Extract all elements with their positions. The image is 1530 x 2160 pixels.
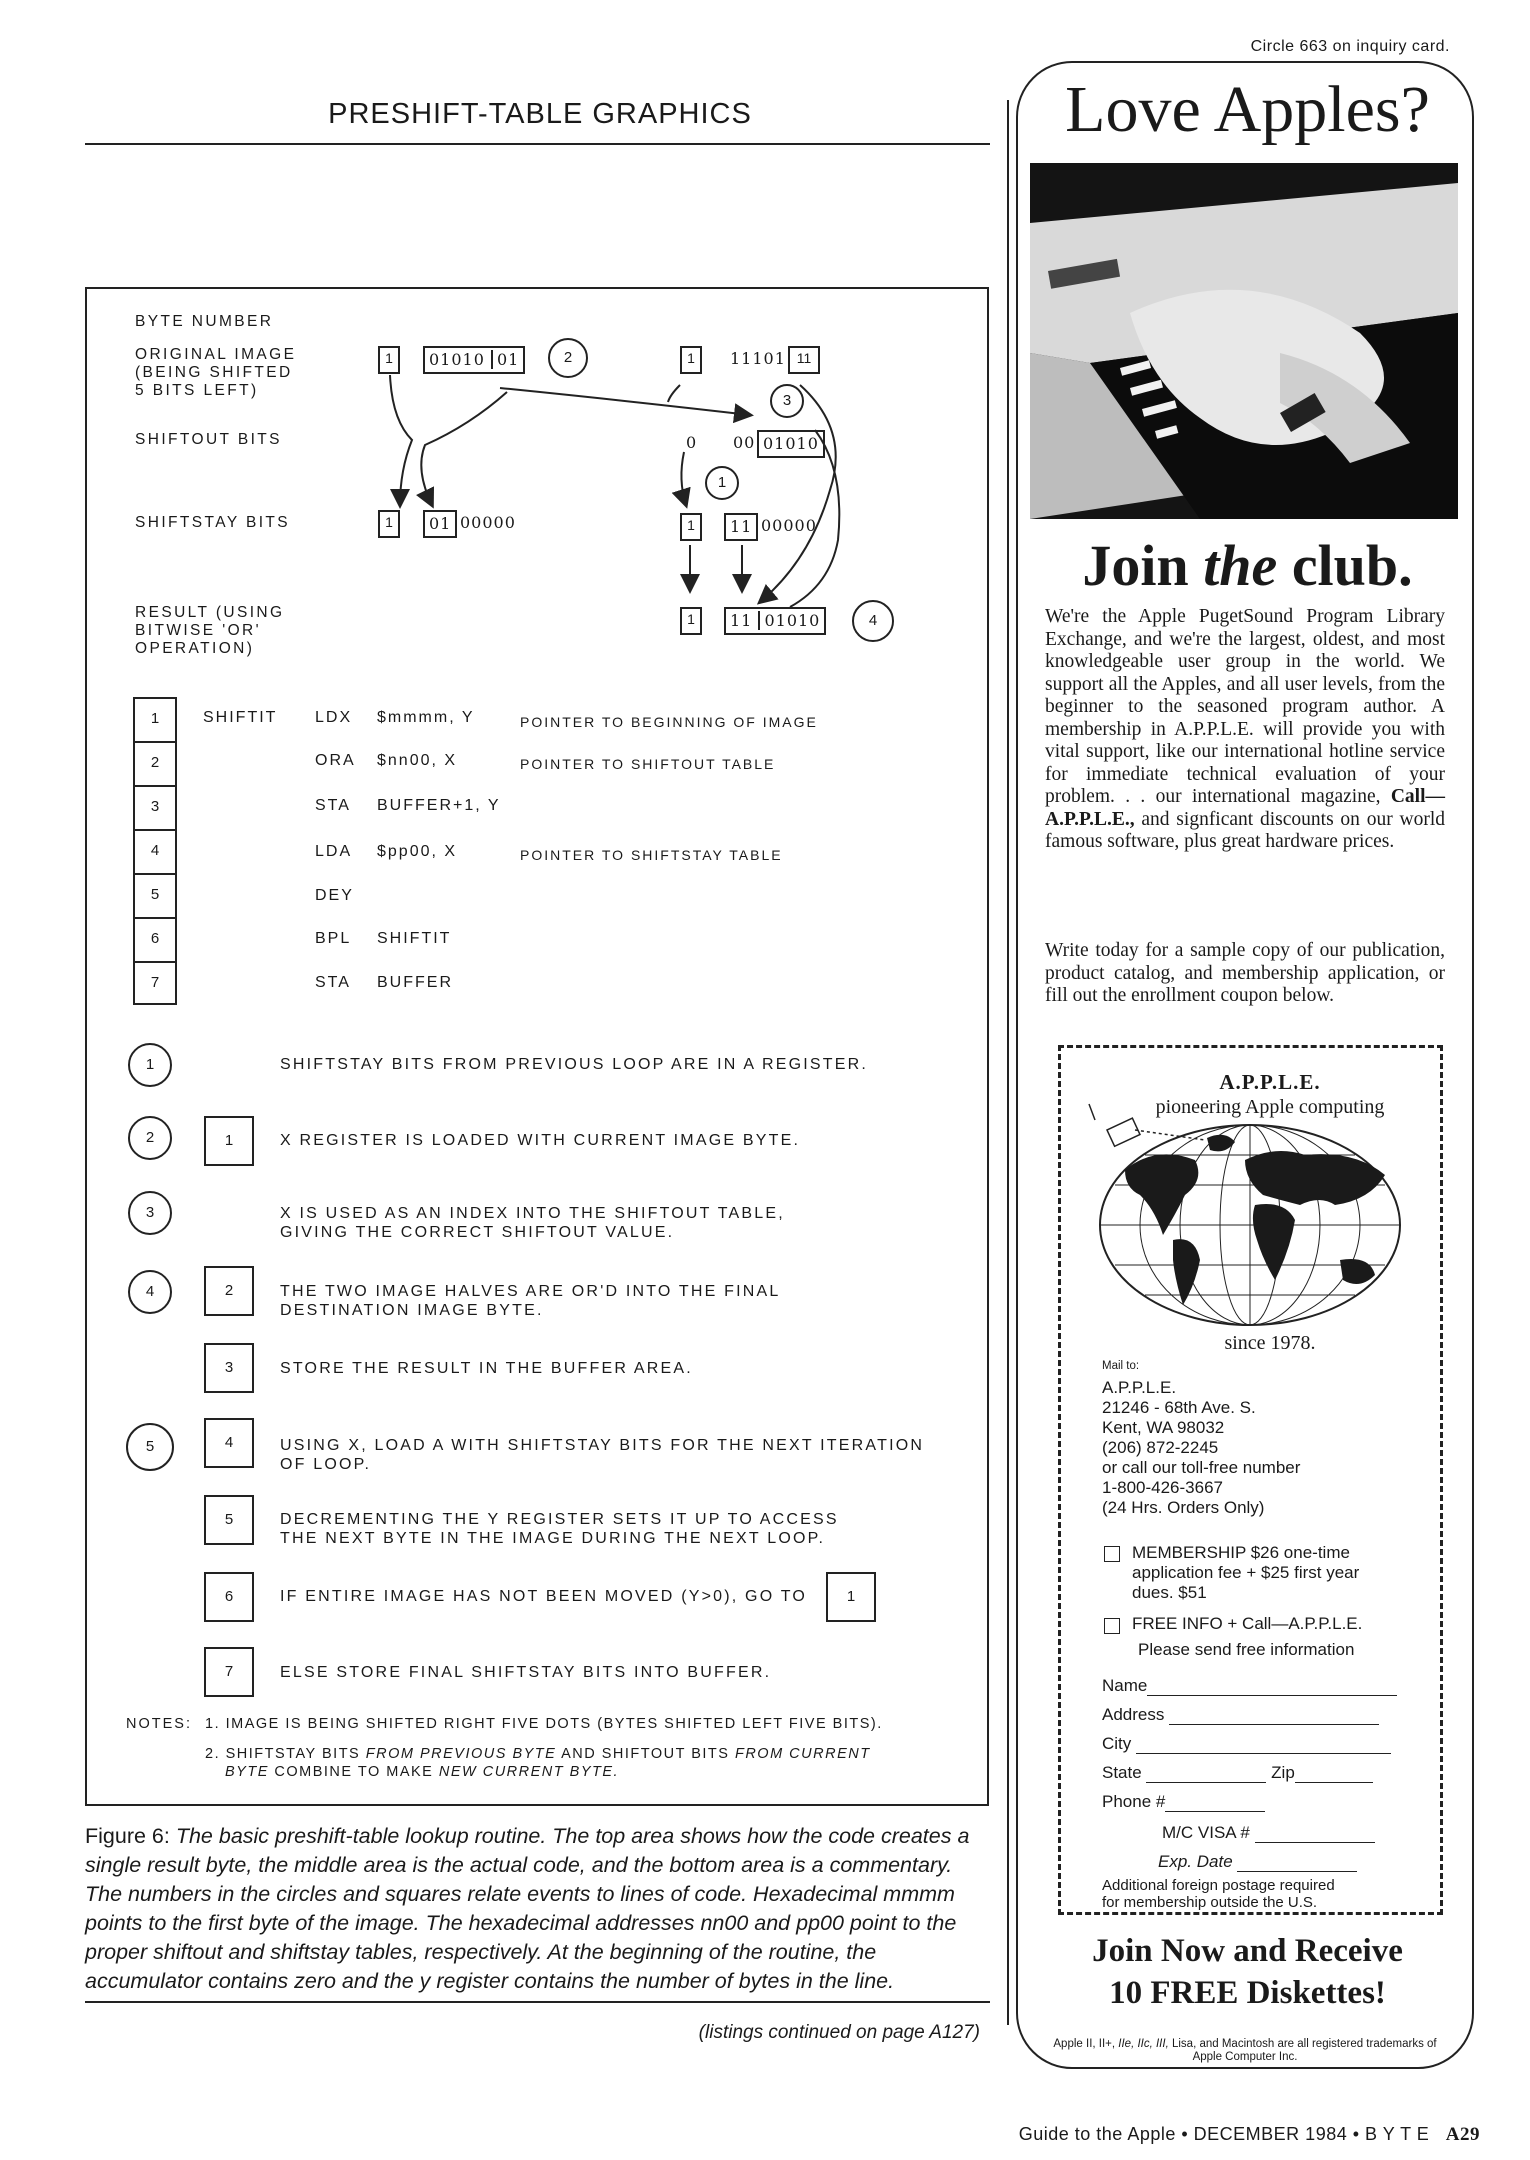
coupon-mail-to: Mail to: (1102, 1360, 1140, 1372)
free-info-note: Please send free information (1138, 1640, 1355, 1659)
code-arg: $pp00, X (377, 843, 458, 860)
code-comment: POINTER TO SHIFTOUT TABLE (520, 756, 776, 772)
code-arg: $nn00, X (377, 752, 458, 769)
coupon-postage-note: Additional foreign postage required for membership outside the U.S. (1102, 1877, 1335, 1911)
code-line-number: 6 (133, 917, 177, 961)
commentary-circle: 5 (126, 1423, 174, 1471)
ad-call-to-action: Join Now and Receive 10 FREE Diskettes! (1092, 1933, 1403, 2011)
address-field[interactable]: Address (1102, 1705, 1379, 1725)
diagram-circle-1: 1 (705, 466, 739, 500)
code-line-number: 5 (133, 873, 177, 917)
notes-label: NOTES: (126, 1716, 192, 1732)
ad-headline: Love Apples? (1065, 73, 1430, 146)
page-number: A29 (1445, 2124, 1480, 2145)
code-line-number: 4 (133, 829, 177, 873)
code-op: LDX (315, 709, 353, 726)
code-op: DEY (315, 887, 354, 904)
commentary-circle: 3 (128, 1191, 172, 1235)
label-shiftout-bits: SHIFTOUT BITS (135, 431, 282, 448)
diagram-stay-right-bits: 00000 (761, 516, 817, 535)
membership-option: MEMBERSHIP $26 one-time application fee + $25 first year dues. $51 (1132, 1543, 1360, 1602)
diagram-byte2-bits: 11101 (730, 349, 786, 368)
diagram-circle-2: 2 (548, 338, 588, 378)
caption-lead: Figure 6: (85, 1824, 170, 1848)
diagram-stay-left-box: 01 (423, 510, 457, 538)
name-field[interactable]: Name (1102, 1676, 1397, 1696)
coupon-tagline: pioneering Apple computing (1155, 1096, 1385, 1118)
coupon-address: A.P.P.L.E. 21246 - 68th Ave. S. Kent, WA 98032 (206) 872-2245 or call our toll-free number 1-800-426-3667 (24 Hrs. Orders Only) (1102, 1378, 1301, 1517)
commentary-circle: 1 (128, 1043, 172, 1087)
commentary-square: 2 (204, 1266, 254, 1316)
card-field[interactable]: M/C VISA # (1162, 1823, 1375, 1843)
note-2: 2. SHIFTSTAY BITS FROM PREVIOUS BYTE AND SHIFTOUT BITS FROM CURRENT BYTE COMBINE TO MAKE NEW CURRENT BYTE. (205, 1746, 871, 1780)
diagram-byte1-square: 1 (378, 346, 400, 374)
commentary-text: ELSE STORE FINAL SHIFTSTAY BITS INTO BUFFER. (280, 1664, 772, 1681)
commentary-text: X REGISTER IS LOADED WITH CURRENT IMAGE BYTE. (280, 1132, 801, 1149)
arrow-zero-to-stay-right (681, 452, 686, 505)
code-op: ORA (315, 752, 356, 769)
commentary-square: 6 (204, 1572, 254, 1622)
commentary-text: THE TWO IMAGE HALVES ARE OR'D INTO THE FINAL DESTINATION IMAGE BYTE. (280, 1283, 781, 1319)
commentary-text: USING X, LOAD A WITH SHIFTSTAY BITS FOR THE NEXT ITERATION OF LOOP. (280, 1437, 925, 1473)
page-footer: Guide to the Apple • DECEMBER 1984 • B Y T E A29 (1018, 2124, 1480, 2145)
code-arg: SHIFTIT (377, 930, 452, 947)
exp-date-field[interactable]: Exp. Date (1158, 1852, 1357, 1872)
state-zip-field[interactable]: State Zip (1102, 1763, 1373, 1783)
label-byte-number: BYTE NUMBER (135, 313, 274, 330)
code-comment: POINTER TO SHIFTSTAY TABLE (520, 847, 783, 863)
diagram-result-square: 1 (680, 607, 702, 635)
commentary-square: 4 (204, 1418, 254, 1468)
arrow-byte2hi-curve (760, 385, 836, 602)
arrow-byte2-to-shiftout (668, 385, 680, 402)
membership-checkbox[interactable] (1104, 1546, 1120, 1562)
code-comment: POINTER TO BEGINNING OF IMAGE (520, 714, 818, 730)
diagram-stay-right-square: 1 (680, 513, 702, 541)
coupon-org: A.P.P.L.E. (1219, 1070, 1321, 1094)
label-original-image: ORIGINAL IMAGE (BEING SHIFTED 5 BITS LEFT) (135, 346, 297, 399)
diagram-shiftout-zero: 0 (686, 433, 698, 452)
code-line-number-column (133, 697, 177, 1005)
code-arg: $mmmm, Y (377, 709, 475, 726)
commentary-square: 7 (204, 1647, 254, 1697)
phone-field[interactable]: Phone # (1102, 1792, 1265, 1812)
commentary-text: IF ENTIRE IMAGE HAS NOT BEEN MOVED (Y>0), GO TO (280, 1588, 808, 1605)
code-arg: BUFFER (377, 974, 453, 991)
diagram-stay-left-square: 1 (378, 510, 400, 538)
code-arg: BUFFER+1, Y (377, 797, 501, 814)
diagram-circle-4: 4 (852, 600, 894, 642)
ad-join-club: Join the club. (1082, 533, 1413, 598)
diagram-byte2-hi-box: 11 (788, 346, 820, 374)
free-info-option: FREE INFO + Call—A.P.P.L.E. (1132, 1614, 1363, 1633)
caption-text: The basic preshift-table lookup routine. The top area shows how the code creates a single result byte, the middle area is the actual code, and the bottom area is a commentary. The numbers in the circles and squares relate events to lines of code. Hexadecimal mmmm points to the first byte of the image. The hexadecimal addresses nn00 and pp00 point to the proper shiftout and shiftstay tables, respectively. At the beginning of the routine, the accumulator contains zero and the y register contains the number of bytes in the line. (85, 1824, 970, 1993)
arrow-byte1-to-stay-left (390, 375, 412, 505)
commentary-square: 3 (204, 1343, 254, 1393)
diagram-shiftout-box: 01010 (757, 430, 825, 458)
diagram-circle-3: 3 (770, 384, 804, 418)
commentary-circle: 2 (128, 1116, 172, 1160)
code-op: STA (315, 797, 351, 814)
arrow-original-to-shiftout (500, 388, 750, 415)
code-op: STA (315, 974, 351, 991)
diagram-byte1-bits: 01010 01 (423, 346, 525, 374)
ad-paragraph-2: Write today for a sample copy of our publication, product catalog, and membership application, or fill out the enrollment coupon below. (1045, 940, 1445, 1006)
free-info-checkbox[interactable] (1104, 1618, 1120, 1634)
ad-photo-keyboard (1030, 163, 1458, 519)
commentary-text: X IS USED AS AN INDEX INTO THE SHIFTOUT TABLE, GIVING THE CORRECT SHIFTOUT VALUE. (280, 1205, 785, 1241)
caption-rule (85, 2001, 990, 2003)
ad-paragraph-1: We're the Apple PugetSound Program Library Exchange, and we're the largest, oldest, and most knowledgeable user group in the world. We support all the Apples, and all user levels, from the beginner to the seasoned program author. A membership in A.P.P.L.E. will provide you with vital support, like our international hotline service for immediate technical evaluation of your problem. . . our international magazine, Call—A.P.P.L.E., and signficant discounts on our world famous software, plus great hardware prices. (1045, 606, 1445, 852)
label-shiftstay-bits: SHIFTSTAY BITS (135, 514, 291, 531)
commentary-square: 5 (204, 1495, 254, 1545)
commentary-circle: 4 (128, 1270, 172, 1314)
diagram-stay-left-bits: 00000 (460, 513, 516, 532)
code-op: BPL (315, 930, 352, 947)
code-label: SHIFTIT (203, 709, 278, 726)
inquiry-note: Circle 663 on inquiry card. (1250, 38, 1450, 55)
commentary-text: STORE THE RESULT IN THE BUFFER AREA. (280, 1360, 693, 1377)
diagram-result-box: 11 01010 (724, 607, 826, 635)
diagram-stay-right-box: 11 (724, 513, 758, 541)
ad-trademarks: Apple II, II+, IIe, IIc, III, Lisa, and Macintosh are all registered trademarks of Apple Computer Inc. (1053, 2038, 1437, 2063)
globe-icon (1085, 1100, 1420, 1330)
figure-caption (85, 1822, 990, 1996)
arrow-byte1hi-to-stay (421, 392, 507, 505)
commentary-text: DECREMENTING THE Y REGISTER SETS IT UP TO ACCESS THE NEXT BYTE IN THE IMAGE DURING THE NEXT LOOP. (280, 1511, 839, 1547)
city-field[interactable]: City (1102, 1734, 1391, 1754)
commentary-text: SHIFTSTAY BITS FROM PREVIOUS LOOP ARE IN A REGISTER. (280, 1056, 868, 1073)
diagram-byte2-square: 1 (680, 346, 702, 374)
commentary-square: 1 (204, 1116, 254, 1166)
column-rule (1007, 100, 1009, 2025)
code-line-number: 7 (133, 961, 177, 1005)
code-line-number: 3 (133, 785, 177, 829)
coupon-since: since 1978. (1224, 1332, 1316, 1354)
diagram-shiftout-left: 00 (733, 433, 756, 452)
note-1: 1. IMAGE IS BEING SHIFTED RIGHT FIVE DOTS (BYTES SHIFTED LEFT FIVE BITS). (205, 1716, 883, 1732)
code-line-number: 1 (133, 697, 177, 741)
label-result: RESULT (USING BITWISE 'OR' OPERATION) (135, 604, 285, 657)
running-head: PRESHIFT-TABLE GRAPHICS (328, 98, 752, 130)
code-op: LDA (315, 843, 353, 860)
commentary-goto-square: 1 (826, 1572, 876, 1622)
continued-note: (listings continued on page A127) (698, 2022, 980, 2043)
code-line-number: 2 (133, 741, 177, 785)
